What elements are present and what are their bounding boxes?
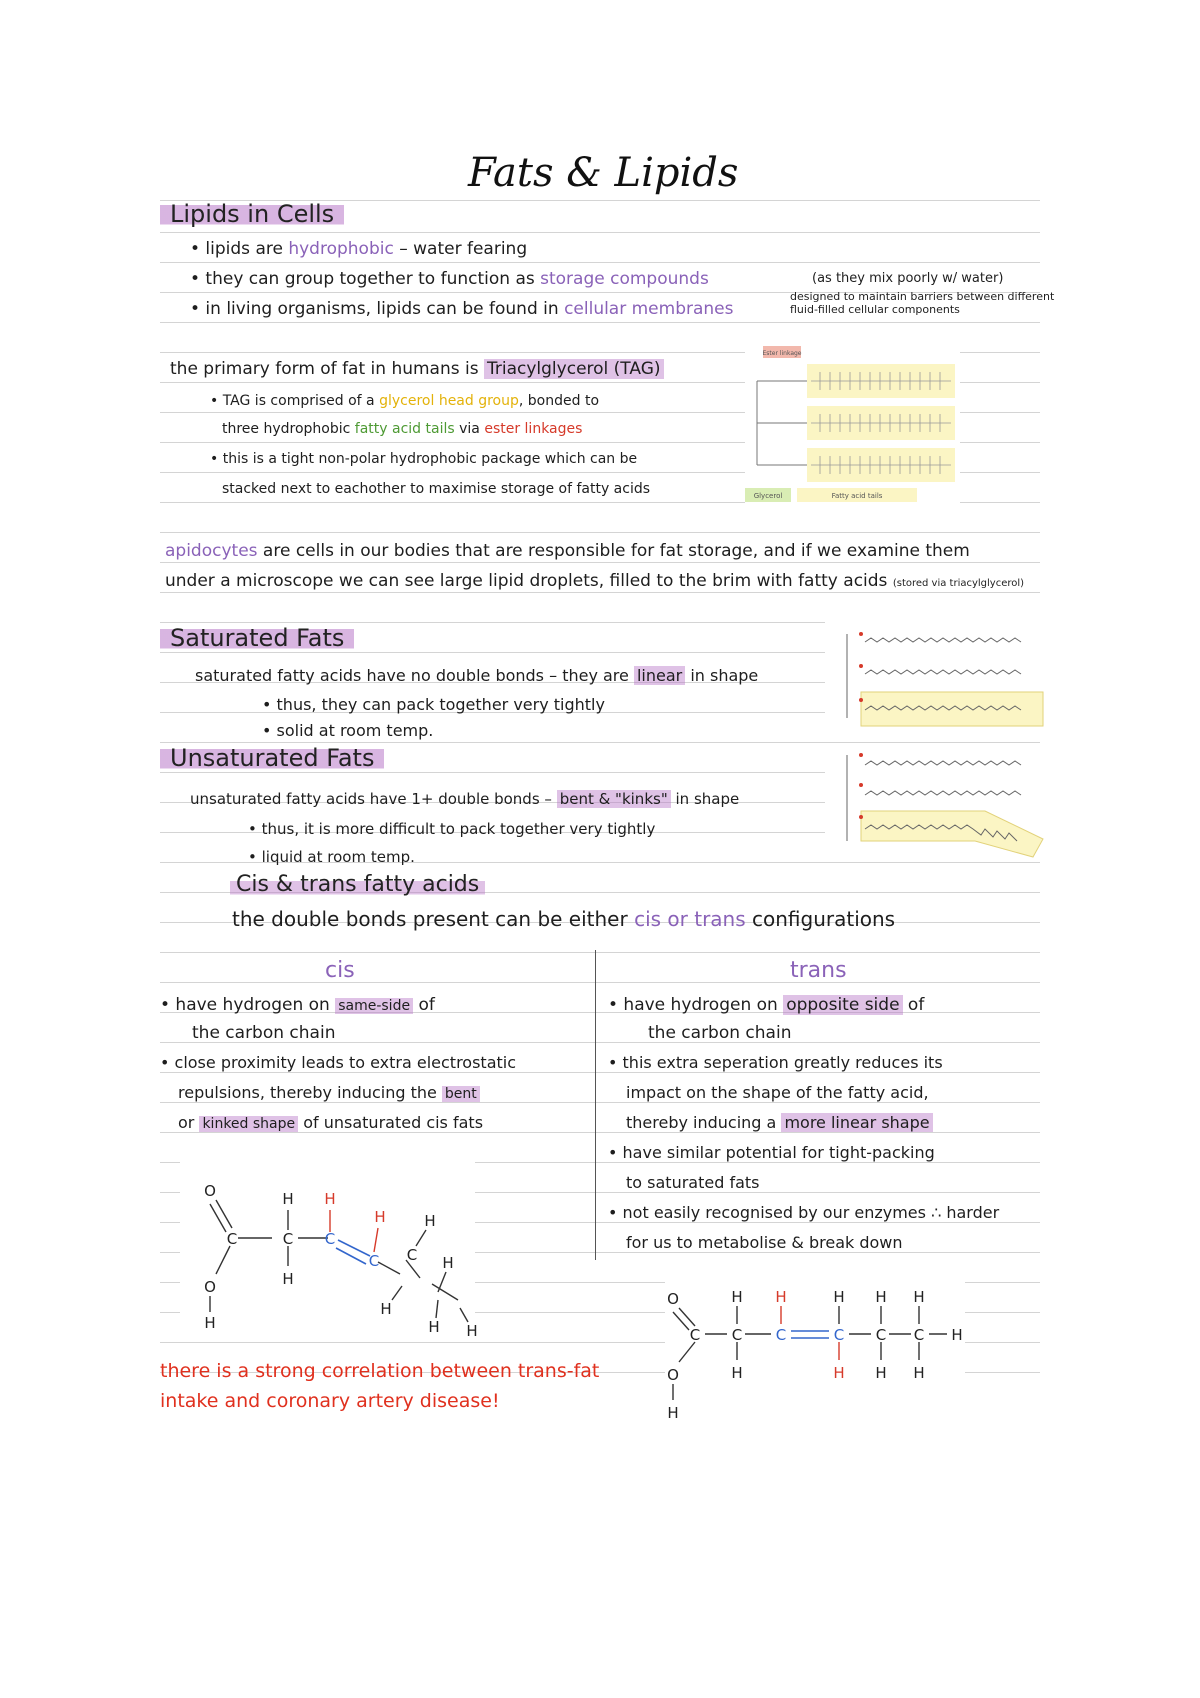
lipids-bullet-2-note: (as they mix poorly w/ water) xyxy=(812,271,1004,286)
unsaturated-line-1: unsaturated fatty acids have 1+ double bonds – bent & "kinks" in shape xyxy=(190,790,740,808)
adipocytes-line-1: apidocytes are cells in our bodies that are responsible for fat storage, and if we examine them xyxy=(165,541,970,561)
lipids-bullet-3-note: designed to maintain barriers between different fluid-filled cellular components xyxy=(790,290,1055,316)
unsaturated-bullet-2: • liquid at room temp. xyxy=(248,848,415,866)
svg-text:H: H xyxy=(424,1212,436,1230)
page-title: Fats & Lipids xyxy=(468,150,739,196)
svg-text:C: C xyxy=(282,1230,294,1248)
cis-trans-intro: the double bonds present can be either cis or trans configurations xyxy=(232,907,896,931)
cis-column-heading: cis xyxy=(325,958,355,983)
svg-text:H: H xyxy=(380,1300,392,1318)
svg-text:H: H xyxy=(913,1288,925,1306)
svg-text:O: O xyxy=(204,1278,216,1296)
lipids-bullet-3: • in living organisms, lipids can be found in cellular membranes xyxy=(190,299,734,319)
saturated-bullet-2: • solid at room temp. xyxy=(262,721,434,740)
svg-text:H: H xyxy=(442,1254,454,1272)
svg-text:H: H xyxy=(731,1364,743,1382)
svg-text:C: C xyxy=(689,1326,701,1344)
cis-bullet-2: • close proximity leads to extra electrostatic xyxy=(160,1053,517,1072)
warning-line-1: there is a strong correlation between trans-fat xyxy=(160,1360,600,1382)
svg-text:O: O xyxy=(667,1290,679,1308)
svg-text:H: H xyxy=(324,1190,336,1208)
fatty-acid-tails-label: Fatty acid tails xyxy=(831,492,883,500)
saturated-fatty-acid-diagram xyxy=(825,622,1045,730)
trans-bullet-2-end: thereby inducing a more linear shape xyxy=(626,1112,933,1134)
svg-text:C: C xyxy=(324,1230,336,1248)
lipids-bullet-1: • lipids are hydrophobic – water fearing xyxy=(190,239,528,259)
svg-text:H: H xyxy=(428,1318,440,1336)
cis-bullet-2-cont: repulsions, thereby inducing the bent xyxy=(178,1082,480,1105)
svg-text:C: C xyxy=(913,1326,925,1344)
svg-text:H: H xyxy=(951,1326,963,1344)
svg-text:H: H xyxy=(731,1288,743,1306)
svg-text:O: O xyxy=(667,1366,679,1384)
trans-bullet-3: • have similar potential for tight-packing xyxy=(608,1143,935,1162)
ester-linkage-label: Ester linkage xyxy=(762,350,802,357)
lipids-bullet-2: • they can group together to function as storage compounds xyxy=(190,269,709,289)
svg-text:C: C xyxy=(731,1326,743,1344)
tag-bullet-2: • this is a tight non-polar hydrophobic package which can be xyxy=(210,451,638,467)
column-divider xyxy=(595,950,596,1260)
svg-text:H: H xyxy=(204,1314,216,1332)
tag-intro: the primary form of fat in humans is Triacylglycerol (TAG) xyxy=(170,358,664,380)
trans-column-heading: trans xyxy=(790,958,847,983)
trans-bullet-1-cont: the carbon chain xyxy=(648,1023,792,1043)
svg-text:H: H xyxy=(913,1364,925,1382)
tag-bullet-1-cont: three hydrophobic fatty acid tails via ester linkages xyxy=(222,421,583,437)
tag-bullet-1: • TAG is comprised of a glycerol head group, bonded to xyxy=(210,393,600,409)
svg-text:H: H xyxy=(833,1364,845,1382)
heading-saturated-fats: Saturated Fats xyxy=(160,624,354,652)
svg-text:H: H xyxy=(374,1208,386,1226)
cis-bullet-1: • have hydrogen on same-side of xyxy=(160,995,435,1015)
svg-text:C: C xyxy=(406,1246,418,1264)
adipocytes-line-2: under a microscope we can see large lipid droplets, filled to the brim with fatty acids (stored via triacylglycerol) xyxy=(165,571,1025,591)
svg-text:H: H xyxy=(667,1404,679,1422)
saturated-bullet-1: • thus, they can pack together very tightly xyxy=(262,695,605,714)
heading-unsaturated-fats: Unsaturated Fats xyxy=(160,744,384,772)
heading-lipids-in-cells: Lipids in Cells xyxy=(160,200,344,228)
saturated-line-1: saturated fatty acids have no double bonds – they are linear in shape xyxy=(195,666,759,685)
svg-text:C: C xyxy=(226,1230,238,1248)
svg-text:H: H xyxy=(775,1288,787,1306)
warning-line-2: intake and coronary artery disease! xyxy=(160,1390,500,1412)
cis-bullet-2-end: or kinked shape of unsaturated cis fats xyxy=(178,1113,484,1132)
glycerol-label: Glycerol xyxy=(753,492,783,500)
svg-text:H: H xyxy=(466,1322,478,1340)
svg-text:H: H xyxy=(875,1364,887,1382)
cis-fatty-acid-structure xyxy=(180,1160,478,1340)
svg-text:H: H xyxy=(282,1270,294,1288)
trans-bullet-1: • have hydrogen on opposite side of xyxy=(608,995,925,1015)
unsaturated-fatty-acid-diagram xyxy=(825,745,1045,857)
svg-text:H: H xyxy=(833,1288,845,1306)
svg-text:C: C xyxy=(775,1326,787,1344)
trans-fatty-acid-structure xyxy=(665,1282,965,1432)
trans-bullet-2-cont: impact on the shape of the fatty acid, xyxy=(626,1083,929,1102)
svg-text:C: C xyxy=(368,1252,380,1270)
svg-text:C: C xyxy=(833,1326,845,1344)
triacylglycerol-diagram xyxy=(745,342,960,504)
svg-text:H: H xyxy=(875,1288,887,1306)
svg-text:C: C xyxy=(875,1326,887,1344)
trans-bullet-4: • not easily recognised by our enzymes ∴ harder xyxy=(608,1203,1000,1222)
tag-bullet-2-cont: stacked next to eachother to maximise storage of fatty acids xyxy=(222,481,651,497)
heading-cis-trans: Cis & trans fatty acids xyxy=(230,872,485,897)
unsaturated-bullet-1: • thus, it is more difficult to pack together very tightly xyxy=(248,820,656,838)
svg-text:O: O xyxy=(204,1182,216,1200)
trans-bullet-4-cont: for us to metabolise & break down xyxy=(626,1233,903,1252)
trans-bullet-3-cont: to saturated fats xyxy=(626,1173,760,1192)
trans-bullet-2: • this extra seperation greatly reduces its xyxy=(608,1053,943,1072)
cis-bullet-1-cont: the carbon chain xyxy=(192,1023,336,1043)
svg-text:H: H xyxy=(282,1190,294,1208)
